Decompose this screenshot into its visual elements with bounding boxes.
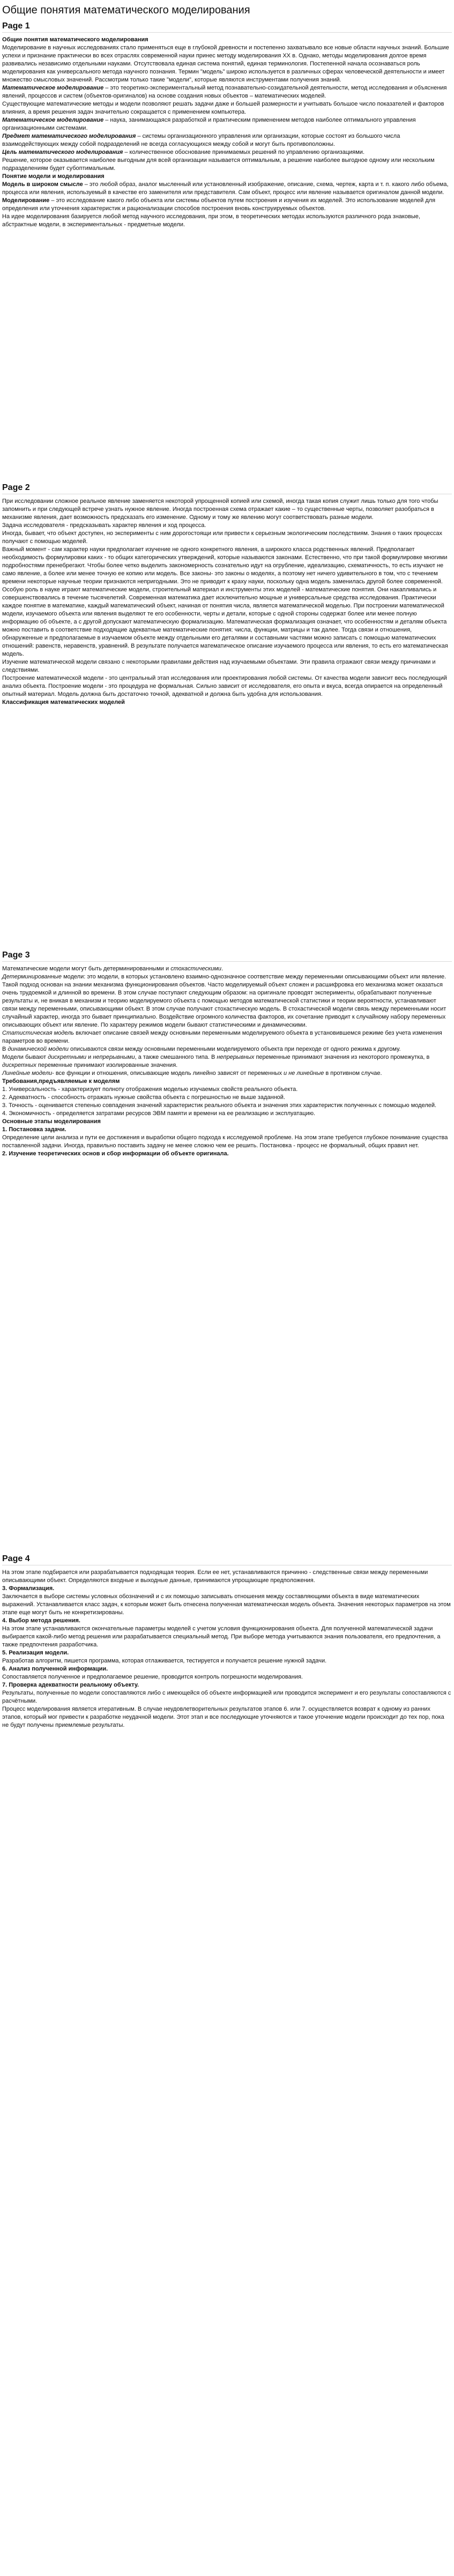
emphasis-term: Детерминированные [2,974,62,980]
paragraph: Существующие математические методы и модели позволяют решать задачи даже и большей размерности и учитывать большое число показателей и факторов влияния, а время решения задач значительно сокращается с применением компьютера. [2,101,444,115]
page-heading: Page 4 [2,1554,30,1563]
paragraph: На идее моделирования базируется любой метод научного исследования, при этом, в теоретических методах используются различного рода знаковые, абстрактные модели, в экспериментальных - предметные модели. [2,213,420,228]
text-run: описываются связи между основными переменными моделируемого объекта при переходе от одного режима к другому. [68,1046,401,1052]
emphasis-term: Модель в широком смысле [2,181,83,188]
emphasis-term: Линейные модели [2,1070,53,1077]
emphasis-term: стохастическими [170,966,222,972]
emphasis-term: Предмет математического моделирования [2,133,136,139]
section-heading: 1. Постановка задачи. [2,1126,66,1133]
paragraph: Процесс моделирования является итеративным. В случае неудовлетворительных результатов этапов 6. или 7. осуществляется возврат к одному из ранних этапов, который мог привести к разработке неудачной модели. Этот этап и все последующие уточняются и такое уточнение модели происходит до тех пор, пока не будут получены приемлемые результаты. [2,1706,444,1728]
paragraph [2,84,452,100]
document-title: Общие понятия математического моделирования [2,4,250,16]
text-run: – наука, занимающаяся разработкой и практическим применением методов наиболее оптимального управления организационными системами. [2,117,416,131]
text-run: – количественное обоснование принимаемых решений по управлению организациями. [123,149,365,155]
text-run: – это любой образ, аналог мысленный или установленный изображение, описание, схема, чертеж, карта и т. п. какого либо объема, процесса или явления, используемый в качестве его заменителя или представителя. Сам объект, процесс или явление называется оригиналом данной модели. [2,181,449,196]
text-run: и [86,1054,93,1060]
text-run: В [2,1046,8,1052]
section-heading: 5. Реализация модели. [2,1650,69,1656]
section-heading: 7. Проверка адекватности реальному объекту. [2,1682,139,1688]
text-run: Модели бывают [2,1054,48,1060]
text-run: переменные принимают изолированные значения. [36,1062,178,1068]
text-run: переменные принимают значения из некоторого промежутка, в [254,1054,430,1060]
paragraph: Иногда, бывает, что объект доступен, но эксперименты с ним дорогостоящи или привести к серьезным экологическим последствиям. Знания о таких процессах получают с помощью моделей. [2,530,442,545]
text-run: – системы организационного управления или организации, которые состоят из большого числа взаимодействующих между собой подразделений не всегда согласующихся между собой и могут быть противоположны. [2,133,400,147]
section-heading: Общие понятия математического моделирования [2,36,148,43]
paragraph: На этом этапе устанавливаются окончательные параметры моделей с учетом условия функционирования объекта. Для полученной математической задачи выбирается какой-либо метод решения или разрабатывается специальный метод. При выборе метода учитываются знания пользователя, его предпочтения, а также предпочтения разработчика. [2,1625,441,1648]
paragraph: Задача исследователя - предсказывать характер явления и ход процесса. [2,522,206,529]
text-run: - все функции и отношения, описывающие модель линейно зависят от переменных [52,1070,284,1077]
page-body [2,965,452,1158]
paragraph: Особую роль в науке играют математические модели, строительный материал и инструменты этих моделей - математические понятия. Они накапливались и совершенствовались в течение тысячелетий. Современная математика дает исключительно мощные и универсальные средства исследования. Практически каждое понятие в математике, каждый математический объект, начиная от понятия числа, является математической моделью. При построении математической модели, изучаемого объекта или явления выделяют те его особенности, черты и детали, которые с одной стороны содержат более или менее полную информацию об объекте, а с другой допускают математическую формализацию. Математическая формализация означает, что особенностям и деталям объекта можно поставить в соответствие подходящие адекватные математические понятия: числа, функции, матрицы и так далее. Тогда связи и отношения, обнаруженные и предполагаемые в изучаемом объекте между отдельными его деталями и составными частями можно записать с помощью математических отношений: равенств, неравенств, уравнений. В результате получается математическое описание изучаемого процесса или явления, то есть его математическая модель. [2,587,448,657]
paragraph [2,132,452,149]
emphasis-term: дискретными [48,1054,87,1060]
page-body [2,36,452,229]
page-2 [2,482,452,946]
text-run: включает описание связей между основными переменными моделируемого объекта в установившемся режиме без учета изменения параметров во времени. [2,1030,442,1044]
paragraph: Результаты, полученные по модели сопоставляются либо с имеющейся об объекте информацией или проводится эксперимент и его результаты сопоставляются с расчётными. [2,1690,451,1704]
emphasis-term: непрерывными [93,1054,135,1060]
emphasis-term: Моделирование [2,197,50,204]
page-heading: Page 1 [2,21,30,31]
paragraph [2,973,452,981]
text-run: Математические модели могут быть детерминированными и [2,966,171,972]
text-run: в противном случае. [324,1070,382,1077]
emphasis-term: динамической модели [8,1046,69,1052]
emphasis-term: Цель математического моделирования [2,149,123,155]
text-run: – это исследование какого либо объекта или системы объектов путем построения и изучения их моделей. Это использование моделей для определения или уточнения характеристик и рационализации способов построения вновь конструируемых объектов. [2,197,436,212]
page-divider [2,32,452,33]
paragraph [2,116,452,132]
paragraph [2,1045,452,1053]
paragraph: 1. Универсальность - характеризует полноту отображения моделью изучаемых свойств реального объекта. [2,1086,298,1093]
section-heading: 2. Изучение теоретических основ и сбор информации об объекте оригинала. [2,1150,229,1157]
paragraph: Изучение математической модели связано с некоторыми правилами действия над изучаемыми объектами. Эти правила отражают связи между причинами и следствиями. [2,659,436,673]
section-heading: Классификация математических моделей [2,699,125,706]
section-heading: 3. Формализация. [2,1585,55,1592]
paragraph [2,1053,452,1070]
paragraph: 3. Точность - оценивается степенью совпадения значений характеристик реального объекта и значения этих характеристик полученных с помощью моделей. [2,1102,437,1109]
paragraph [2,1070,452,1078]
emphasis-term: непрерывных [217,1054,255,1060]
emphasis-term: Статистическая модель [2,1030,75,1036]
paragraph: 2. Адекватность - способность отражать нужные свойства объекта с погрешностью не выше заданной. [2,1094,285,1101]
section-heading: Понятие модели и моделирования [2,173,105,180]
paragraph: Сопоставляется полученное и предполагаемое решение, проводится контроль погрешности моделирования. [2,1674,303,1680]
paragraph [2,1029,452,1045]
paragraph [2,965,452,973]
paragraph: Важный момент - сам характер науки предполагает изучение не одного конкретного явления, а широкого класса родственных явлений. Предполагает необходимость формулировки каких - то общих категорических утверждений, которые называются законами. Естественно, что при такой формулировке многими подробностями пренебрегают. Чтобы более четко выделить закономерность сознательно идут на огрубление, идеализацию, схематичность, то есть изучают не само явление, а более или менее точную ее копию или модель. Все законы- это законы о моделях, а поэтому нет ничего удивительного в том, что с течением времени некоторые научные теории признаются непригодными. Это не приводит к краху науки, поскольку одна модель заменилась другой более современной. [2,546,448,585]
section-heading: Требования,предъявляемые к моделям [2,1078,120,1085]
page-body [2,498,452,707]
section-heading: 4. Выбор метода решения. [2,1617,80,1624]
paragraph [2,197,452,213]
emphasis-term: Математическое моделирование [2,85,104,91]
section-heading: 6. Анализ полученной информации. [2,1666,108,1672]
paragraph: Моделирование в научных исследованиях стало применяться еще в глубокой древности и постепенно захватывало все новые области научных знаний. Большие успехи и признание практически во всех отраслях современной науки принес методу моделирования ХХ в. Однако, методы моделирования долгое время развивались независимо отдельными науками. Отсутствовала единая система понятий, единая терминология. Постепенной начала осознаваться роль моделирования как универсального метода научного познания. Термин "модель" широко используется в различных сферах человеческой деятельности и имеет множество смысловых значений. Рассмотрим только такие "модели", которые являются инструментами получения знаний. [2,44,449,83]
paragraph: Разработав алгоритм, пишется программа, которая отлаживается, тестируется и получается решение нужной задачи. [2,1658,327,1664]
text-run: – это теоретико-экспериментальный метод познавательно-созидательной деятельности, метод исследования и объяснения явлений, процессов и систем (объектов-оригиналов) на основе создания новых объектов – математических моделей. [2,85,447,99]
paragraph: Такой подход основан на знании механизма функционирования объектов. Часто моделируемый объект сложен и расшифровка его механизма может оказаться очень трудоемкой и длинной во времени. В этом случае поступают следующим образом: на оригинале проводят эксперименты, обрабатывают полученные результаты и, не вникая в механизм и теорию моделируемого объекта с помощью методов математической статистики и теории вероятности, устанавливают связи между переменными, описывающими объект. В этом случае получают стохастическую модель. В стохастической модели связь между переменными носит случайный характер, иногда это бывает принципиально. Воздействие огромного количества факторов, их сочетание приводит к случайному набору переменных описывающих объект или явление. По характеру режимов модели бывают статистическими и динамическими. [2,982,446,1028]
text-run: , а также смешанного типа. В [135,1054,217,1060]
paragraph: На этом этапе подбирается или разрабатывается подходящая теория. Если ее нет, устанавливаются причинно - следственные связи между переменными описывающими объект. Определяются входные и выходные данные, принимаются упрощающие предположения. [2,1569,428,1584]
page-heading: Page 3 [2,951,30,960]
page-heading: Page 2 [2,483,30,492]
paragraph: Решение, которое оказывается наиболее выгодным для всей организации называется оптимальным, а решение наиболее выгодное одному или нескольким подразделениям будет субоптимальным. [2,157,435,172]
paragraph: Определение цели анализа и пути ее достижения и выработки общего подхода к исследуемой проблеме. На этом этапе требуется глубокое понимание существа поставленной задачи. Иногда, правильно поставить задачу не менее сложно чем ее решить. Постановка - процесс не формальный, общих правил нет. [2,1134,448,1149]
page-4 [2,1553,452,1729]
paragraph: 4. Экономичность - определяется затратами ресурсов ЭВМ памяти и времени на ее реализацию и эксплуатацию. [2,1110,316,1117]
page-divider [2,961,452,962]
paragraph [2,181,452,197]
page-1 [2,20,452,479]
emphasis-term: и не линейные [284,1070,324,1077]
section-heading: Основные этапы моделирования [2,1118,101,1125]
paragraph [2,149,452,157]
paragraph: Заключается в выборе системы условных обозначений и с их помощью записывать отношения между составляющими объекта в виде математических выражений. Устанавливается класс задач, к которым может быть отнесена полученная математическая модель объекта. Значения некоторых параметров на этом этапе еще могут быть не конкретизированы. [2,1593,451,1616]
page-3 [2,949,452,1550]
text-run: модели: это модели, в которых установлено взаимно-однозначное соответствие между переменными описывающими объект или явление. [62,974,446,980]
paragraph: Построение математической модели - это центральный этап исследования или проектирования любой системы. От качества модели зависит весь последующий анализ объекта. Построение модели - это процедура не формальная. Сильно зависит от исследователя, его опыта и вкуса, всегда опирается на определенный опытный материал. Модель должна быть достаточно точной, адекватной и должна быть удобна для использования. [2,675,447,697]
emphasis-term: дискретных [2,1062,36,1068]
paragraph: При исследовании сложное реальное явление заменяется некоторой упрощенной копией или схемой, иногда такая копия служит лишь только для того чтобы запомнить и при следующей встрече узнать нужное явление. Иногда построенная схема отражает какие – то существенные черты, позволяет разобраться в механизме явления, дает возможность предсказать его изменение. Одному и тому же явлению могут соответствовать разные модели. [2,498,438,521]
emphasis-term: Математическое моделирование [2,117,104,123]
text-run: . [221,966,224,972]
page-body [2,1569,452,1729]
